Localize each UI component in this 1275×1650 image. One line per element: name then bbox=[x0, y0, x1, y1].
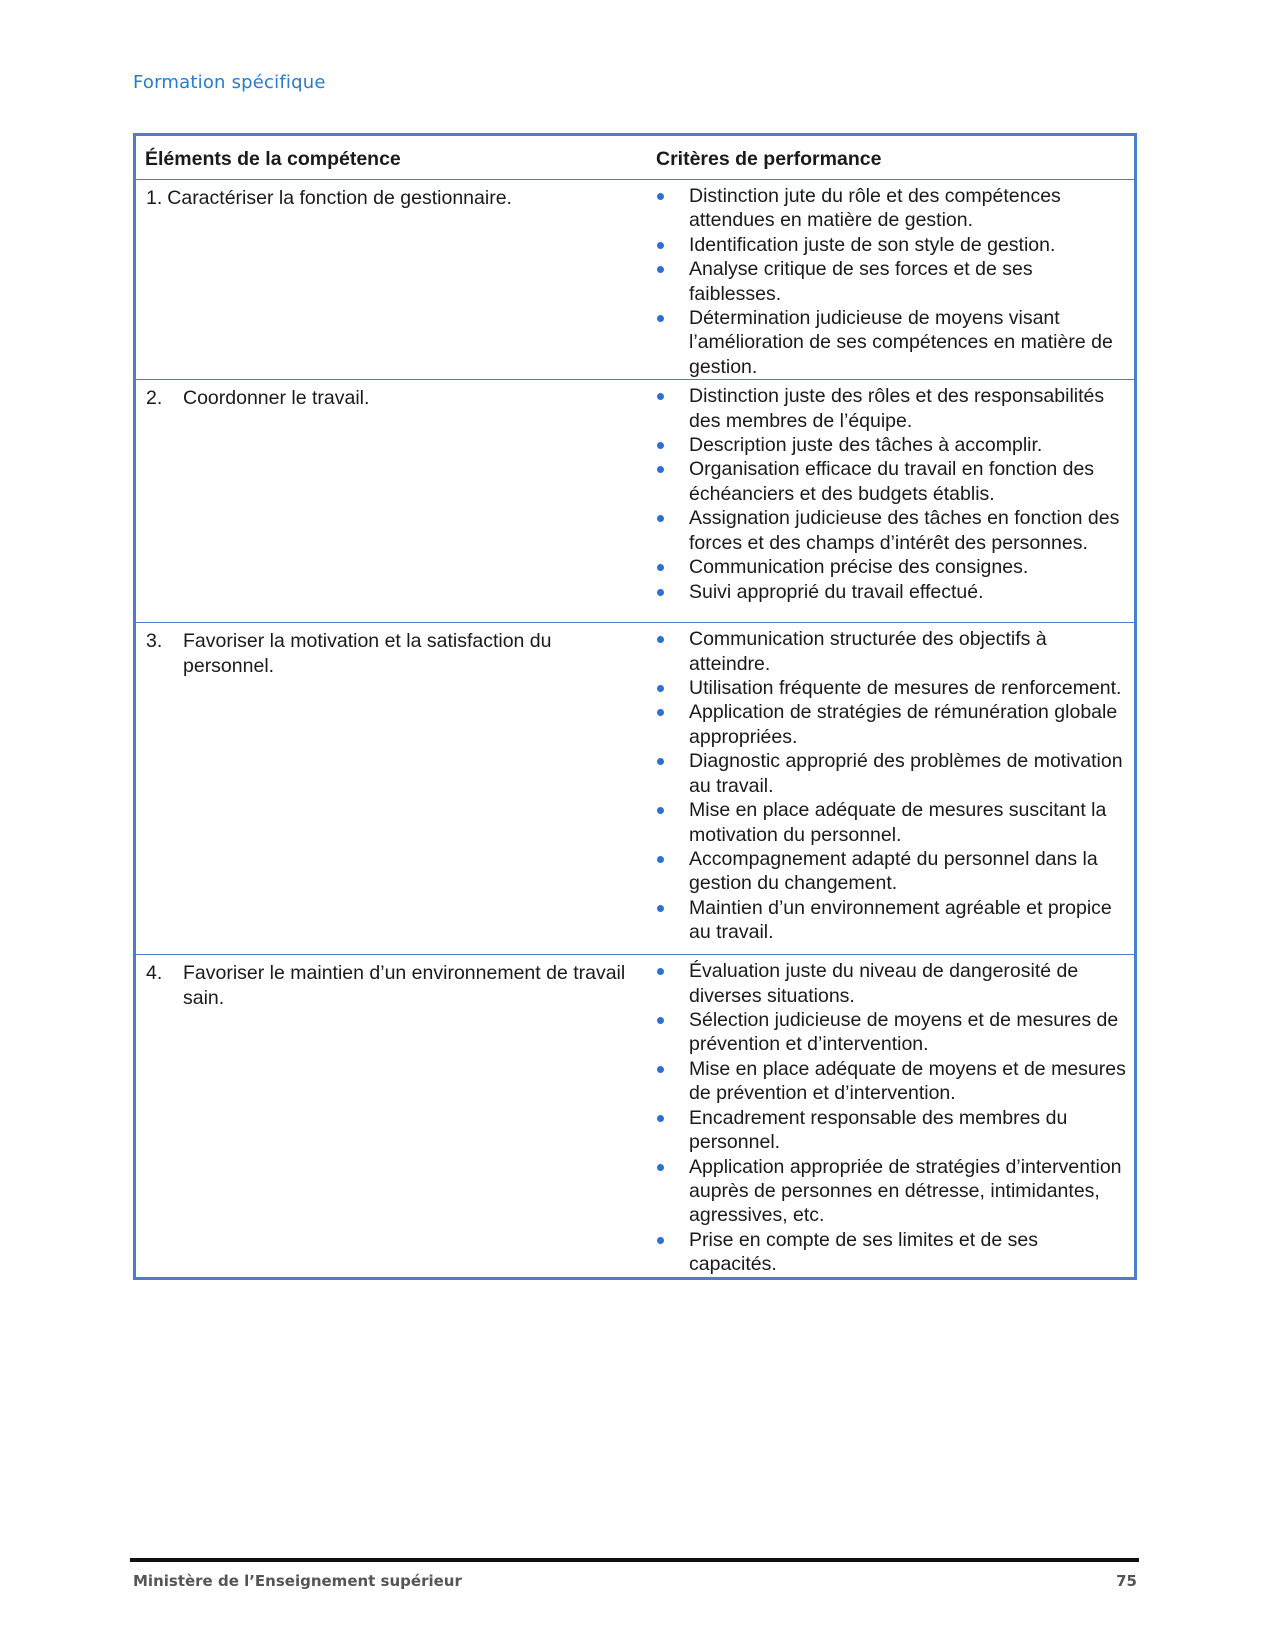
element-number: 2. bbox=[146, 387, 163, 410]
criterion-text: Évaluation juste du niveau de dangerosité de diverses situations. bbox=[689, 960, 1079, 1007]
criterion-text: Accompagnement adapté du personnel dans la gestion du changement. bbox=[689, 847, 1098, 895]
criterion-text: Utilisation fréquente de mesures de renforcement. bbox=[689, 677, 1122, 700]
element-cell bbox=[135, 623, 649, 955]
list-item bbox=[648, 233, 1126, 257]
bullet-icon bbox=[657, 266, 664, 273]
element-cell bbox=[135, 380, 649, 623]
criteria-cell bbox=[648, 955, 1136, 1278]
element-text bbox=[146, 961, 632, 1010]
criterion-text: Organisation efficace du travail en fonction des échéanciers et des budgets établis. bbox=[689, 458, 1095, 505]
bullet-icon bbox=[657, 636, 664, 643]
list-item bbox=[648, 306, 1126, 379]
column-header-elements: Éléments de la compétence bbox=[135, 135, 649, 180]
bullet-icon bbox=[657, 393, 664, 400]
element-number: 1. bbox=[146, 187, 163, 209]
criterion-text: Distinction juste des rôles et des responsabilités des membres de l’équipe. bbox=[689, 385, 1105, 432]
list-item bbox=[648, 1228, 1126, 1277]
criterion-text: Détermination judicieuse de moyens visant l’amélioration de ses compétences en matière de gestion. bbox=[689, 307, 1113, 378]
element-text bbox=[146, 629, 632, 678]
bullet-icon bbox=[657, 807, 664, 814]
criterion-text: Distinction jute du rôle et des compétences attendues en matière de gestion. bbox=[689, 185, 1061, 232]
bullet-icon bbox=[657, 1115, 664, 1122]
bullet-icon bbox=[657, 242, 664, 249]
list-item bbox=[648, 798, 1126, 847]
element-text bbox=[146, 386, 632, 410]
criteria-list bbox=[648, 627, 1126, 944]
competence-table bbox=[133, 133, 1137, 1280]
list-item bbox=[648, 580, 1126, 604]
bullet-icon bbox=[657, 442, 664, 449]
list-item bbox=[648, 184, 1126, 233]
criterion-text: Maintien d’un environnement agréable et propice au travail. bbox=[689, 896, 1112, 944]
list-item bbox=[648, 676, 1126, 700]
element-label: Caractériser la fonction de gestionnaire. bbox=[167, 187, 512, 209]
criterion-text: Suivi approprié du travail effectué. bbox=[689, 580, 984, 603]
criterion-text: Identification juste de son style de gestion. bbox=[689, 233, 1056, 256]
bullet-icon bbox=[657, 1164, 664, 1171]
criterion-text: Encadrement responsable des membres du personnel. bbox=[689, 1106, 1068, 1154]
criteria-list bbox=[648, 959, 1126, 1276]
criterion-text: Application appropriée de stratégies d’intervention auprès de personnes en détresse, intimidantes, agressives, etc. bbox=[689, 1155, 1122, 1227]
element-label: Coordonner le travail. bbox=[183, 387, 370, 410]
criterion-text: Mise en place adéquate de moyens et de mesures de prévention et d’intervention. bbox=[689, 1057, 1126, 1105]
page-number: 75 bbox=[1116, 1572, 1137, 1590]
element-cell bbox=[135, 955, 649, 1278]
criterion-text: Prise en compte de ses limites et de ses capacités. bbox=[689, 1228, 1038, 1276]
criteria-cell bbox=[648, 380, 1136, 623]
list-item bbox=[648, 1106, 1126, 1155]
criterion-text: Assignation judicieuse des tâches en fonction des forces et des champs d’intérêt des personnes. bbox=[689, 507, 1120, 554]
criterion-text: Diagnostic approprié des problèmes de motivation au travail. bbox=[689, 750, 1123, 797]
bullet-icon bbox=[657, 709, 664, 716]
list-item bbox=[648, 384, 1126, 433]
criteria-cell bbox=[648, 623, 1136, 955]
bullet-icon bbox=[657, 466, 664, 473]
table-row bbox=[135, 623, 1136, 955]
table-row bbox=[135, 955, 1136, 1278]
list-item bbox=[648, 847, 1126, 896]
bullet-icon bbox=[657, 315, 664, 322]
bullet-icon bbox=[657, 968, 664, 975]
bullet-icon bbox=[657, 589, 664, 596]
list-item bbox=[648, 700, 1126, 749]
bullet-icon bbox=[657, 193, 664, 200]
criteria-list bbox=[648, 384, 1126, 604]
list-item bbox=[648, 1155, 1126, 1228]
list-item bbox=[648, 555, 1126, 579]
bullet-icon bbox=[657, 1066, 664, 1073]
bullet-icon bbox=[657, 515, 664, 522]
criterion-text: Description juste des tâches à accomplir. bbox=[689, 434, 1043, 457]
bullet-icon bbox=[657, 856, 664, 863]
bullet-icon bbox=[657, 1017, 664, 1024]
element-number: 4. bbox=[146, 962, 163, 985]
table-header-row bbox=[135, 135, 1136, 180]
list-item bbox=[648, 627, 1126, 676]
element-label: Favoriser la motivation et la satisfaction du personnel. bbox=[183, 630, 552, 677]
criterion-text: Sélection judicieuse de moyens et de mesures de prévention et d’intervention. bbox=[689, 1009, 1119, 1056]
list-item bbox=[648, 1008, 1126, 1057]
list-item bbox=[648, 749, 1126, 798]
list-item bbox=[648, 959, 1126, 1008]
criterion-text: Mise en place adéquate de mesures suscitant la motivation du personnel. bbox=[689, 799, 1107, 846]
bullet-icon bbox=[657, 685, 664, 692]
list-item bbox=[648, 257, 1126, 306]
footer-publisher: Ministère de l’Enseignement supérieur bbox=[133, 1572, 462, 1590]
list-item bbox=[648, 896, 1126, 945]
element-cell bbox=[135, 180, 649, 380]
bullet-icon bbox=[657, 905, 664, 912]
element-label: Favoriser le maintien d’un environnement de travail sain. bbox=[183, 962, 626, 1009]
list-item bbox=[648, 506, 1126, 555]
footer-divider bbox=[130, 1558, 1139, 1562]
bullet-icon bbox=[657, 564, 664, 571]
list-item bbox=[648, 457, 1126, 506]
column-header-criteria: Critères de performance bbox=[648, 135, 1136, 180]
criterion-text: Communication précise des consignes. bbox=[689, 556, 1029, 579]
bullet-icon bbox=[657, 1237, 664, 1244]
running-header: Formation spécifique bbox=[133, 72, 326, 93]
criteria-cell bbox=[648, 180, 1136, 380]
criterion-text: Analyse critique de ses forces et de ses faiblesses. bbox=[689, 258, 1033, 305]
element-number: 3. bbox=[146, 630, 163, 653]
list-item bbox=[648, 1057, 1126, 1106]
list-item bbox=[648, 433, 1126, 457]
table-row bbox=[135, 380, 1136, 623]
table-row bbox=[135, 180, 1136, 380]
element-text bbox=[146, 186, 632, 210]
criterion-text: Application de stratégies de rémunération globale appropriées. bbox=[689, 701, 1118, 748]
criterion-text: Communication structurée des objectifs à atteindre. bbox=[689, 628, 1047, 675]
criteria-list bbox=[648, 184, 1126, 379]
bullet-icon bbox=[657, 758, 664, 765]
